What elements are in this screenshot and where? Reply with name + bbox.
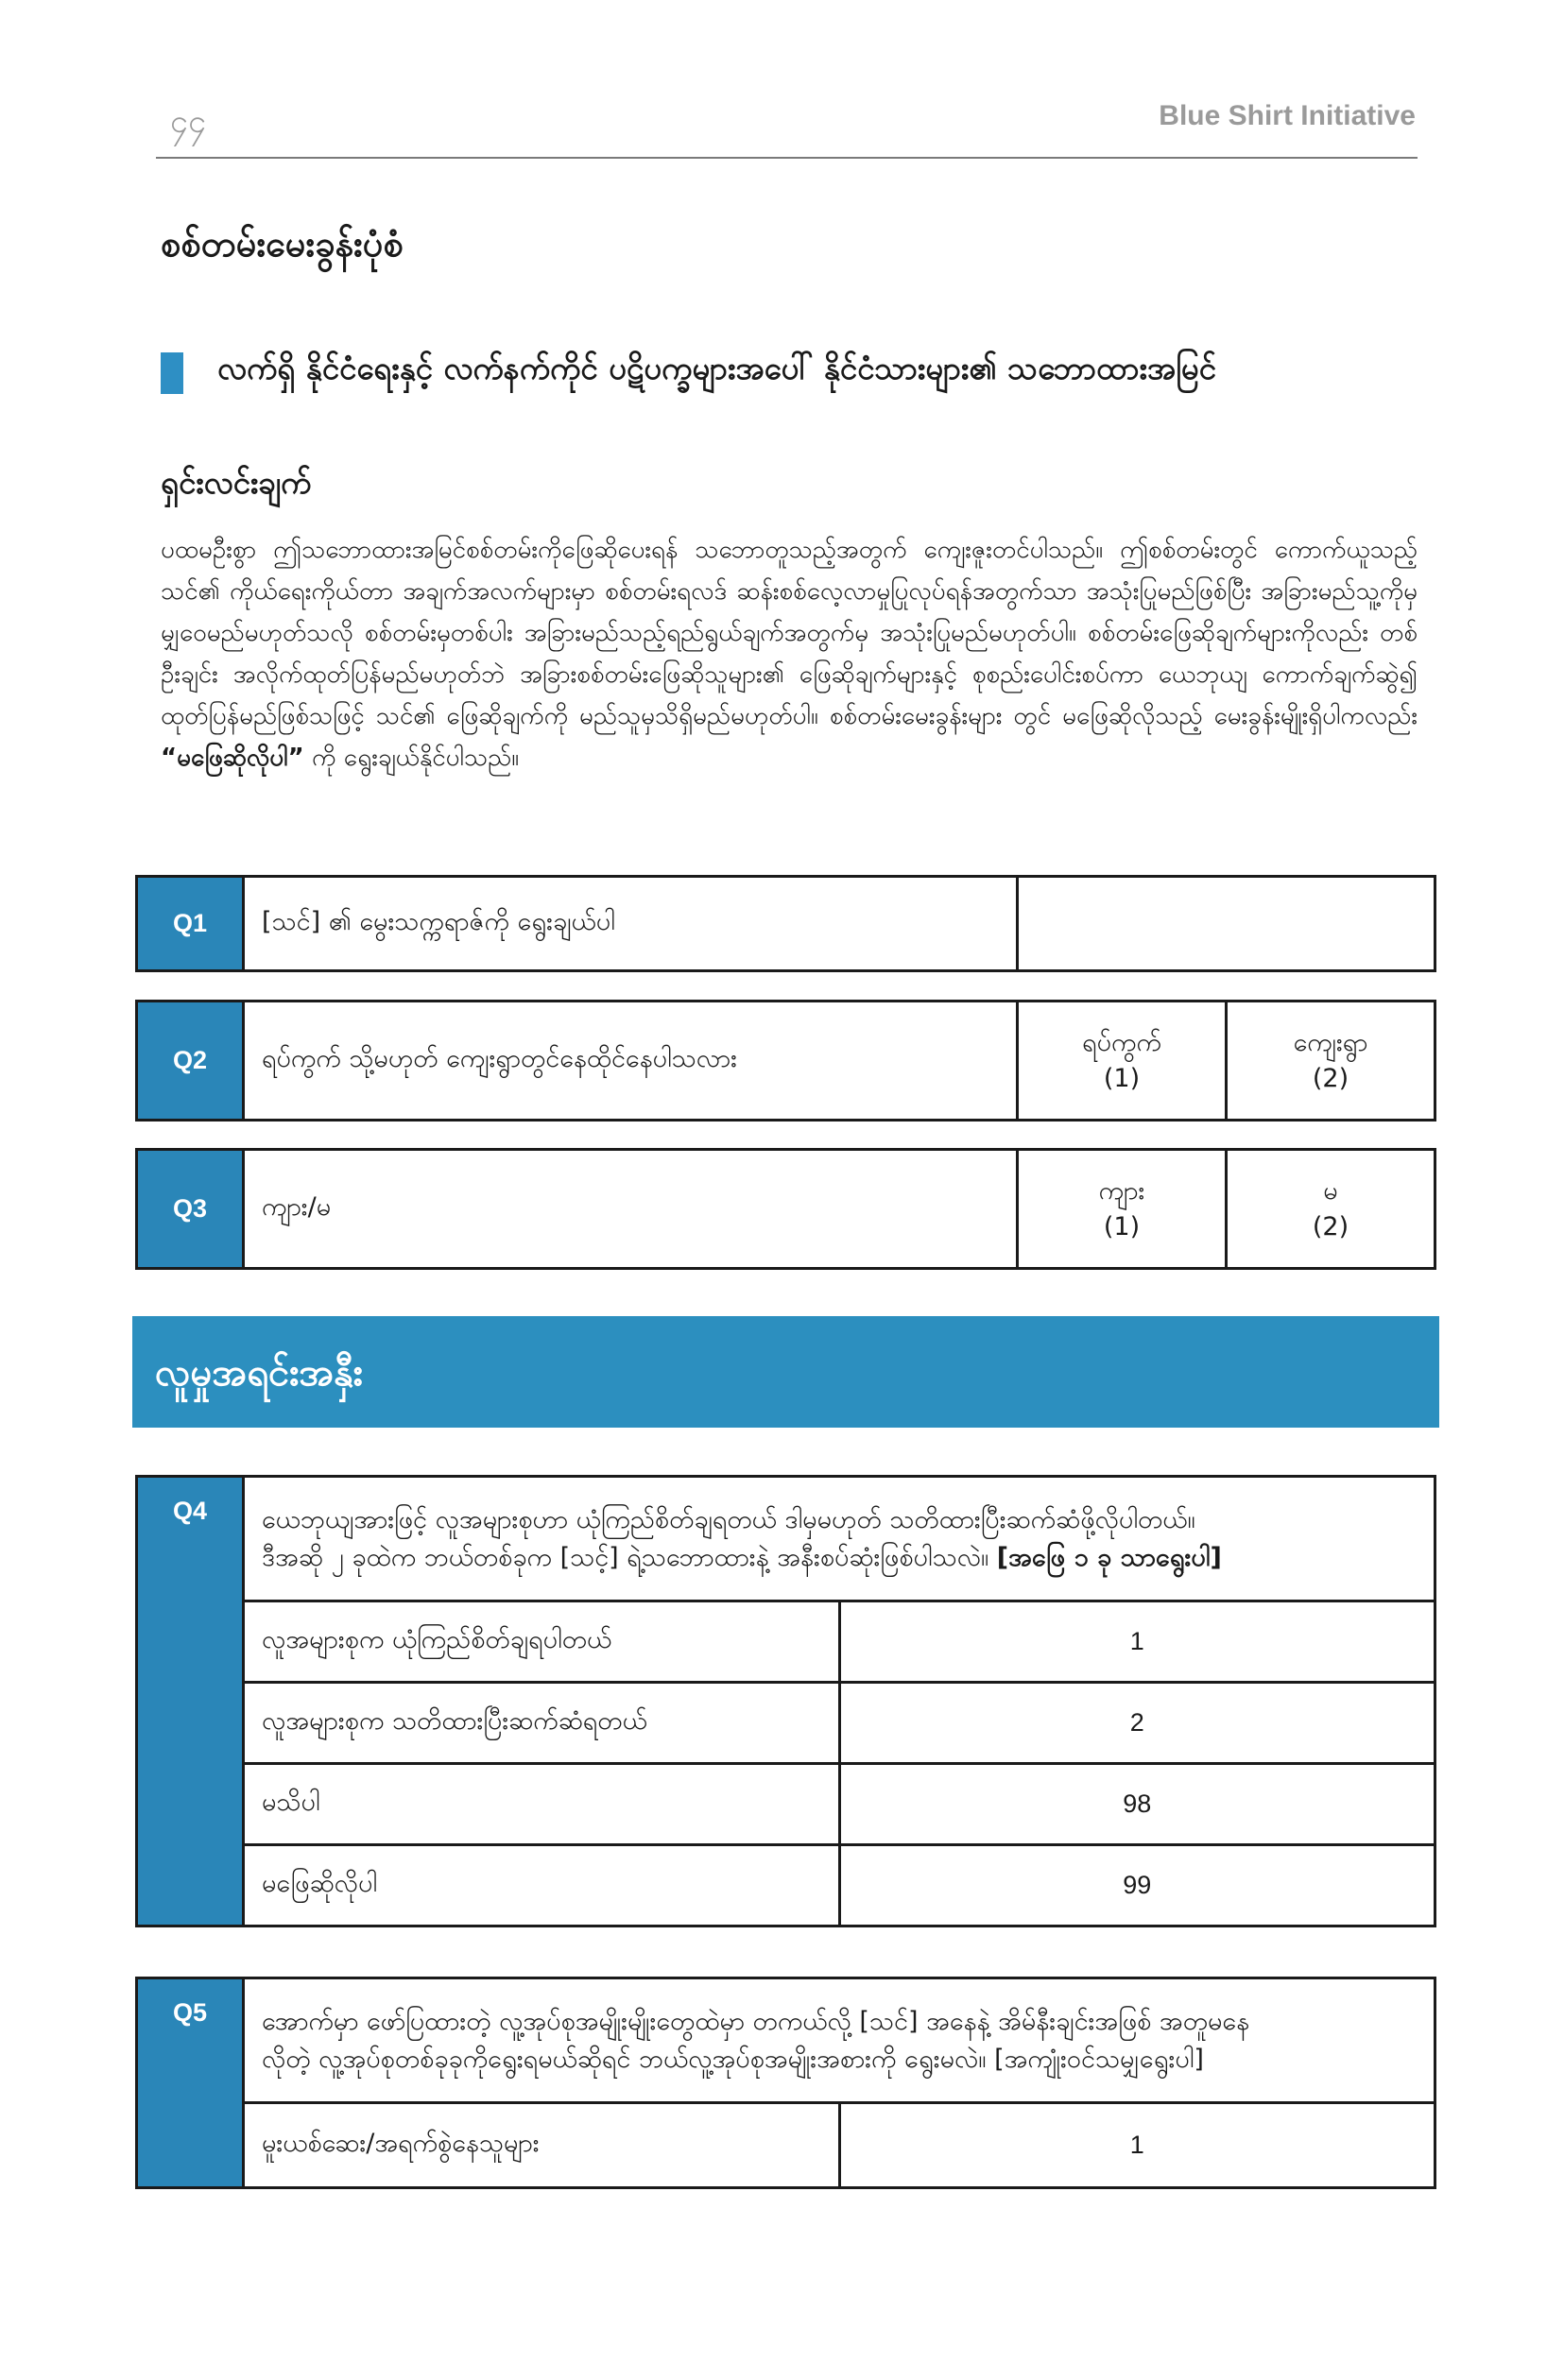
brand-name: Blue Shirt Initiative xyxy=(1159,100,1416,131)
question-id: Q1 xyxy=(137,877,244,971)
answer-field[interactable] xyxy=(1018,877,1435,971)
option-urban[interactable] xyxy=(1018,1002,1227,1121)
page-title: စစ်တမ်းမေးခွန်းပုံစံ xyxy=(161,223,404,265)
option-code: (1) xyxy=(1103,1063,1141,1093)
question-line: လိုတဲ့ လူ့အုပ်စုတစ်ခုခုကိုရွေးရမယ်ဆိုရင် ဘယ်လူ့အုပ်စုအမျိုးအစားကို ရွေးမလဲ။ [အကျုံးဝင်သမျှရွေးပါ] xyxy=(262,2044,1204,2074)
page-number: ၄၄ xyxy=(170,103,207,141)
question-q2 xyxy=(135,1000,1436,1122)
option-code: 99 xyxy=(839,1845,1435,1926)
option-code: 1 xyxy=(839,1601,1435,1683)
question-id: Q4 xyxy=(137,1477,244,1926)
question-text xyxy=(244,1978,1435,2103)
option-male[interactable] xyxy=(1018,1150,1227,1269)
question-line: ယေဘုယျအားဖြင့် လူအများစုဟာ ယုံကြည်စိတ်ချရတယ် ဒါမှမဟုတ် သတိထားပြီးဆက်ဆံဖို့လိုပါတယ်။ xyxy=(262,1504,1195,1534)
intro-bold-text: “မဖြေဆိုလိုပါ” xyxy=(161,744,304,772)
intro-heading: ရှင်းလင်းချက် xyxy=(161,464,312,501)
question-line-text: ဒီအဆို ၂ ခုထဲက ဘယ်တစ်ခုက [သင့်] ရဲ့သဘောထားနဲ့ အနီးစပ်ဆုံးဖြစ်ပါသလဲ။ xyxy=(262,1542,997,1572)
intro-paragraph xyxy=(161,529,1418,779)
question-text xyxy=(244,1477,1435,1601)
option-female[interactable] xyxy=(1227,1150,1435,1269)
option-label[interactable]: လူအများစုက ယုံကြည်စိတ်ချရပါတယ် xyxy=(244,1601,840,1683)
question-text: ရပ်ကွက် သို့မဟုတ် ကျေးရွာတွင်နေထိုင်နေပါသလား xyxy=(244,1002,1018,1121)
question-q3 xyxy=(135,1148,1436,1270)
intro-text-end: ကို ရွေးချယ်နိုင်ပါသည်။ xyxy=(303,744,520,772)
option-code: 2 xyxy=(839,1683,1435,1764)
question-line xyxy=(262,1539,1417,1577)
question-q5 xyxy=(135,1977,1436,2189)
question-line: အောက်မှာ ဖော်ပြထားတဲ့ လူ့အုပ်စုအမျိုးမျိုးတွေထဲမှာ တကယ်လို့ [သင်] အနေနဲ့ အိမ်နီးချင်းအဖြစ် အတူမနေ xyxy=(262,2006,1250,2036)
question-text: [သင်] ၏ မွေးသက္ကရာဇ်ကို ရွေးချယ်ပါ xyxy=(244,877,1018,971)
question-text: ကျား/မ xyxy=(244,1150,1018,1269)
question-id: Q5 xyxy=(137,1978,244,2188)
subheading-text: လက်ရှိ နိုင်ငံရေးနှင့် လက်နက်ကိုင် ပဋိပက္ခများအပေါ် နိုင်ငံသားများ၏ သဘောထားအမြင် xyxy=(217,350,1216,386)
accent-bar xyxy=(161,352,183,394)
page-header xyxy=(156,94,1418,159)
option-label[interactable]: မူးယစ်ဆေး/အရက်စွဲနေသူများ xyxy=(244,2103,840,2188)
option-code: 98 xyxy=(839,1764,1435,1845)
section-title: လူမှုအရင်းအနှီး xyxy=(155,1351,363,1395)
section-subheading xyxy=(161,345,1422,402)
question-q4 xyxy=(135,1475,1436,1927)
option-village[interactable] xyxy=(1227,1002,1435,1121)
question-id: Q2 xyxy=(137,1002,244,1121)
option-label: ကျေးရွာ xyxy=(1293,1027,1368,1057)
option-label[interactable]: မဖြေဆိုလိုပါ xyxy=(244,1845,840,1926)
section-banner xyxy=(132,1316,1439,1428)
option-label[interactable]: လူအများစုက သတိထားပြီးဆက်ဆံရတယ် xyxy=(244,1683,840,1764)
option-label: ကျား xyxy=(1098,1175,1145,1206)
question-instruction: [အဖြေ ၁ ခု သာရွေးပါ] xyxy=(996,1542,1222,1572)
intro-text: ပထမဦးစွာ ဤသဘောထားအမြင်စစ်တမ်းကိုဖြေဆိုပေးရန် သဘောတူသည့်အတွက် ကျေးဇူးတင်ပါသည်။ ဤစစ်တမ်းတွင် ကောက်ယူသည့် သင်၏ ကိုယ်ရေးကိုယ်တာ အချက်အလက်များမှာ စစ်တမ်းရလဒ် ဆန်းစစ်လေ့လာမှုပြုလုပ်ရန်အတွက်သာ အသုံးပြုမည်ဖြစ်ပြီး အခြားမည်သူ့ကိုမှ မျှဝေမည်မဟုတ်သလို စစ်တမ်းမှတစ်ပါး အခြားမည်သည့်ရည်ရွယ်ချက်အတွက်မှ အသုံးပြုမည်မဟုတ်ပါ။ စစ်တမ်းဖြေဆိုချက်များကိုလည်း တစ်ဦးချင်း အလိုက်ထုတ်ပြန်မည်မဟုတ်ဘဲ အခြားစစ်တမ်းဖြေဆိုသူများ၏ ဖြေဆိုချက်များနှင့် စုစည်းပေါင်းစပ်ကာ ယေဘုယျ ကောက်ချက်ဆွဲ၍ ထုတ်ပြန်မည်ဖြစ်သဖြင့် သင်၏ ဖြေဆိုချက်ကို မည်သူမှသိရှိမည်မဟုတ်ပါ။ စစ်တမ်းမေးခွန်းများ တွင် မဖြေဆိုလိုသည့် မေးခွန်းမျိုးရှိပါကလည်း xyxy=(161,536,1418,730)
question-q1 xyxy=(135,875,1436,972)
option-code: (2) xyxy=(1312,1211,1349,1241)
option-code: 1 xyxy=(839,2103,1435,2188)
option-label: မ xyxy=(1323,1175,1338,1206)
option-label: ရပ်ကွက် xyxy=(1082,1027,1161,1057)
option-code: (1) xyxy=(1103,1211,1141,1241)
option-code: (2) xyxy=(1312,1063,1349,1093)
question-id: Q3 xyxy=(137,1150,244,1269)
option-label[interactable]: မသိပါ xyxy=(244,1764,840,1845)
